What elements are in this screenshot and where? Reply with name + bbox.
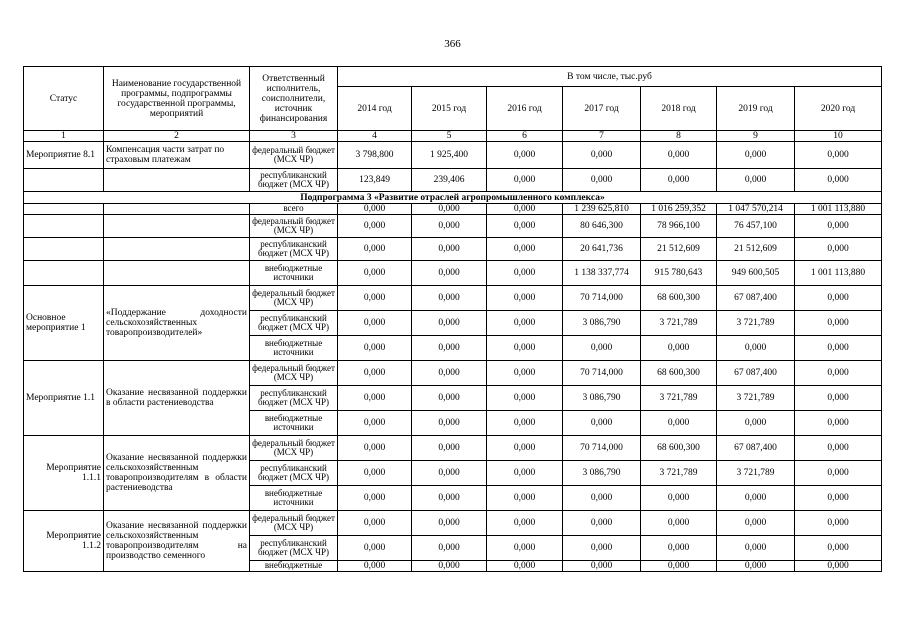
table-row bbox=[24, 67, 882, 87]
header-year: 2015 год bbox=[412, 87, 487, 131]
column-number: 8 bbox=[641, 131, 717, 142]
value-cell: 0,000 bbox=[641, 411, 717, 436]
value-cell: 0,000 bbox=[338, 486, 412, 511]
value-cell: 1 001 113,880 bbox=[795, 204, 882, 215]
value-cell: 0,000 bbox=[487, 311, 563, 336]
row-name: «Поддержание доходности сельскохозяйственных товаропроизводителей» bbox=[104, 286, 250, 361]
row-name: Оказание несвязанной поддержки сельскохозяйственным товаропроизводителям в области растениеводства bbox=[104, 436, 250, 511]
value-cell: 78 966,100 bbox=[641, 215, 717, 238]
value-cell: 0,000 bbox=[641, 486, 717, 511]
source-cell: внебюджетные bbox=[250, 561, 338, 572]
value-cell: 0,000 bbox=[487, 561, 563, 572]
header-status: Статус bbox=[24, 67, 104, 131]
table-cell bbox=[24, 204, 104, 215]
value-cell: 915 780,643 bbox=[641, 261, 717, 286]
value-cell: 0,000 bbox=[795, 386, 882, 411]
row-status: Основное мероприятие 1 bbox=[24, 286, 104, 361]
row-status: Мероприятие 1.1.2 bbox=[24, 511, 104, 572]
value-cell: 0,000 bbox=[717, 169, 795, 192]
value-cell: 0,000 bbox=[563, 486, 641, 511]
value-cell: 0,000 bbox=[487, 486, 563, 511]
value-cell: 0,000 bbox=[795, 411, 882, 436]
value-cell: 0,000 bbox=[563, 169, 641, 192]
value-cell: 0,000 bbox=[641, 142, 717, 169]
value-cell: 0,000 bbox=[412, 536, 487, 561]
value-cell: 0,000 bbox=[563, 336, 641, 361]
source-cell: федеральный бюджет (МСХ ЧР) bbox=[250, 361, 338, 386]
value-cell: 0,000 bbox=[412, 361, 487, 386]
value-cell: 0,000 bbox=[487, 536, 563, 561]
source-cell: федеральный бюджет (МСХ ЧР) bbox=[250, 215, 338, 238]
value-cell: 0,000 bbox=[563, 142, 641, 169]
budget-table bbox=[23, 66, 882, 572]
value-cell: 239,406 bbox=[412, 169, 487, 192]
value-cell: 0,000 bbox=[487, 286, 563, 311]
header-year: 2018 год bbox=[641, 87, 717, 131]
column-number: 7 bbox=[563, 131, 641, 142]
value-cell: 0,000 bbox=[795, 238, 882, 261]
header-group: В том числе, тыс.руб bbox=[338, 67, 882, 87]
table-row bbox=[24, 142, 882, 169]
value-cell: 3 086,790 bbox=[563, 386, 641, 411]
table-row bbox=[24, 192, 882, 204]
source-cell: республиканский бюджет (МСХ ЧР) bbox=[250, 386, 338, 411]
value-cell: 0,000 bbox=[717, 536, 795, 561]
source-cell: федеральный бюджет (МСХ ЧР) bbox=[250, 436, 338, 461]
table-row bbox=[24, 204, 882, 215]
value-cell: 0,000 bbox=[795, 361, 882, 386]
value-cell: 949 600,505 bbox=[717, 261, 795, 286]
value-cell: 0,000 bbox=[412, 261, 487, 286]
source-cell: федеральный бюджет (МСХ ЧР) bbox=[250, 142, 338, 169]
value-cell: 3 721,789 bbox=[717, 311, 795, 336]
source-cell: внебюджетные источники bbox=[250, 336, 338, 361]
source-cell: федеральный бюджет (МСХ ЧР) bbox=[250, 286, 338, 311]
value-cell: 0,000 bbox=[641, 536, 717, 561]
source-cell: республиканский бюджет (МСХ ЧР) bbox=[250, 536, 338, 561]
value-cell: 0,000 bbox=[338, 361, 412, 386]
value-cell: 0,000 bbox=[412, 486, 487, 511]
value-cell: 0,000 bbox=[795, 311, 882, 336]
source-cell: республиканский бюджет (МСХ ЧР) bbox=[250, 461, 338, 486]
value-cell: 0,000 bbox=[795, 536, 882, 561]
value-cell: 67 087,400 bbox=[717, 436, 795, 461]
row-name: Оказание несвязанной поддержки сельскохозяйственным товаропроизводителям на производство семенного bbox=[104, 511, 250, 572]
value-cell: 67 087,400 bbox=[717, 361, 795, 386]
column-number: 1 bbox=[24, 131, 104, 142]
column-number: 9 bbox=[717, 131, 795, 142]
source-cell: республиканский бюджет (МСХ ЧР) bbox=[250, 311, 338, 336]
value-cell: 0,000 bbox=[563, 561, 641, 572]
header-year: 2020 год bbox=[795, 87, 882, 131]
value-cell: 0,000 bbox=[412, 561, 487, 572]
value-cell: 0,000 bbox=[487, 386, 563, 411]
source-cell: внебюджетные источники bbox=[250, 486, 338, 511]
value-cell: 0,000 bbox=[641, 561, 717, 572]
value-cell: 3 721,789 bbox=[641, 311, 717, 336]
value-cell: 0,000 bbox=[338, 511, 412, 536]
value-cell: 0,000 bbox=[412, 461, 487, 486]
value-cell: 0,000 bbox=[641, 511, 717, 536]
table-row bbox=[24, 436, 882, 461]
header-name: Наименование государственной программы, подпрограммы государственной программы, мероприятий bbox=[104, 67, 250, 131]
value-cell: 0,000 bbox=[338, 261, 412, 286]
value-cell: 3 721,789 bbox=[641, 461, 717, 486]
table-cell bbox=[104, 238, 250, 261]
value-cell: 0,000 bbox=[412, 215, 487, 238]
header-year: 2017 год bbox=[563, 87, 641, 131]
value-cell: 0,000 bbox=[487, 142, 563, 169]
page-number: 366 bbox=[444, 38, 461, 50]
table-row bbox=[24, 238, 882, 261]
value-cell: 0,000 bbox=[795, 561, 882, 572]
header-year: 2014 год bbox=[338, 87, 412, 131]
value-cell: 70 714,000 bbox=[563, 286, 641, 311]
table-row bbox=[24, 286, 882, 311]
value-cell: 0,000 bbox=[412, 311, 487, 336]
value-cell: 3 086,790 bbox=[563, 311, 641, 336]
table-cell bbox=[104, 215, 250, 238]
value-cell: 68 600,300 bbox=[641, 361, 717, 386]
value-cell: 0,000 bbox=[338, 215, 412, 238]
value-cell: 1 016 259,352 bbox=[641, 204, 717, 215]
value-cell: 0,000 bbox=[487, 461, 563, 486]
value-cell: 0,000 bbox=[487, 511, 563, 536]
value-cell: 1 925,400 bbox=[412, 142, 487, 169]
table-row bbox=[24, 169, 882, 192]
column-number: 2 bbox=[104, 131, 250, 142]
value-cell: 21 512,609 bbox=[641, 238, 717, 261]
column-number: 6 bbox=[487, 131, 563, 142]
header-year: 2019 год bbox=[717, 87, 795, 131]
value-cell: 1 138 337,774 bbox=[563, 261, 641, 286]
table-cell bbox=[24, 215, 104, 238]
value-cell: 0,000 bbox=[795, 461, 882, 486]
value-cell: 0,000 bbox=[338, 461, 412, 486]
value-cell: 0,000 bbox=[338, 286, 412, 311]
value-cell: 0,000 bbox=[795, 169, 882, 192]
table-cell bbox=[24, 238, 104, 261]
value-cell: 0,000 bbox=[412, 286, 487, 311]
value-cell: 0,000 bbox=[717, 142, 795, 169]
value-cell: 1 239 625,810 bbox=[563, 204, 641, 215]
source-cell: внебюджетные источники bbox=[250, 411, 338, 436]
value-cell: 0,000 bbox=[717, 411, 795, 436]
source-cell: республиканский бюджет (МСХ ЧР) bbox=[250, 238, 338, 261]
table-row bbox=[24, 131, 882, 142]
value-cell: 0,000 bbox=[641, 336, 717, 361]
value-cell: 70 714,000 bbox=[563, 361, 641, 386]
value-cell: 0,000 bbox=[717, 486, 795, 511]
value-cell: 68 600,300 bbox=[641, 286, 717, 311]
header-year: 2016 год bbox=[487, 87, 563, 131]
value-cell: 0,000 bbox=[795, 142, 882, 169]
subprogram-title: Подпрограмма 3 «Развитие отраслей агропромышленного комплекса» bbox=[24, 192, 882, 204]
value-cell: 0,000 bbox=[563, 536, 641, 561]
value-cell: 0,000 bbox=[338, 311, 412, 336]
value-cell: 68 600,300 bbox=[641, 436, 717, 461]
value-cell: 0,000 bbox=[641, 169, 717, 192]
column-number: 3 bbox=[250, 131, 338, 142]
value-cell: 0,000 bbox=[795, 336, 882, 361]
value-cell: 0,000 bbox=[487, 238, 563, 261]
value-cell: 0,000 bbox=[338, 536, 412, 561]
row-status: Мероприятие 8.1 bbox=[24, 142, 104, 169]
value-cell: 0,000 bbox=[412, 386, 487, 411]
value-cell: 0,000 bbox=[338, 204, 412, 215]
row-name: Оказание несвязанной поддержки в области растениеводства bbox=[104, 361, 250, 436]
value-cell: 0,000 bbox=[487, 215, 563, 238]
value-cell: 0,000 bbox=[412, 238, 487, 261]
value-cell: 0,000 bbox=[338, 336, 412, 361]
value-cell: 0,000 bbox=[338, 411, 412, 436]
value-cell: 0,000 bbox=[487, 361, 563, 386]
value-cell: 1 001 113,880 bbox=[795, 261, 882, 286]
table-cell bbox=[24, 261, 104, 286]
value-cell: 0,000 bbox=[717, 561, 795, 572]
value-cell: 0,000 bbox=[338, 386, 412, 411]
table-cell bbox=[24, 169, 104, 192]
value-cell: 3 086,790 bbox=[563, 461, 641, 486]
value-cell: 0,000 bbox=[338, 436, 412, 461]
value-cell: 0,000 bbox=[412, 436, 487, 461]
value-cell: 21 512,609 bbox=[717, 238, 795, 261]
value-cell: 0,000 bbox=[338, 561, 412, 572]
column-number: 5 bbox=[412, 131, 487, 142]
table-row bbox=[24, 361, 882, 386]
value-cell: 3 721,789 bbox=[641, 386, 717, 411]
source-cell: всего bbox=[250, 204, 338, 215]
row-name: Компенсация части затрат по страховым платежам bbox=[104, 142, 250, 169]
value-cell: 0,000 bbox=[563, 511, 641, 536]
value-cell: 0,000 bbox=[338, 238, 412, 261]
value-cell: 0,000 bbox=[487, 204, 563, 215]
table-row bbox=[24, 261, 882, 286]
table-cell bbox=[104, 261, 250, 286]
source-cell: федеральный бюджет (МСХ ЧР) bbox=[250, 511, 338, 536]
value-cell: 123,849 bbox=[338, 169, 412, 192]
value-cell: 0,000 bbox=[717, 336, 795, 361]
row-status: Мероприятие 1.1.1 bbox=[24, 436, 104, 511]
table-row bbox=[24, 511, 882, 536]
source-cell: внебюджетные источники bbox=[250, 261, 338, 286]
value-cell: 80 646,300 bbox=[563, 215, 641, 238]
value-cell: 70 714,000 bbox=[563, 436, 641, 461]
value-cell: 0,000 bbox=[795, 511, 882, 536]
table-cell bbox=[104, 169, 250, 192]
value-cell: 0,000 bbox=[487, 436, 563, 461]
value-cell: 0,000 bbox=[412, 204, 487, 215]
value-cell: 0,000 bbox=[795, 436, 882, 461]
value-cell: 0,000 bbox=[795, 286, 882, 311]
value-cell: 0,000 bbox=[487, 336, 563, 361]
value-cell: 3 721,789 bbox=[717, 386, 795, 411]
header-responsible: Ответственный исполнитель, соисполнители, источник финансирования bbox=[250, 67, 338, 131]
value-cell: 0,000 bbox=[563, 411, 641, 436]
table-row bbox=[24, 215, 882, 238]
table-cell bbox=[104, 204, 250, 215]
value-cell: 0,000 bbox=[795, 215, 882, 238]
source-cell: республиканский бюджет (МСХ ЧР) bbox=[250, 169, 338, 192]
value-cell: 67 087,400 bbox=[717, 286, 795, 311]
column-number: 10 bbox=[795, 131, 882, 142]
row-status: Мероприятие 1.1 bbox=[24, 361, 104, 436]
value-cell: 0,000 bbox=[412, 336, 487, 361]
value-cell: 0,000 bbox=[412, 411, 487, 436]
value-cell: 0,000 bbox=[412, 511, 487, 536]
value-cell: 20 641,736 bbox=[563, 238, 641, 261]
value-cell: 3 721,789 bbox=[717, 461, 795, 486]
value-cell: 76 457,100 bbox=[717, 215, 795, 238]
value-cell: 0,000 bbox=[487, 169, 563, 192]
value-cell: 1 047 570,214 bbox=[717, 204, 795, 215]
value-cell: 3 798,800 bbox=[338, 142, 412, 169]
value-cell: 0,000 bbox=[487, 411, 563, 436]
value-cell: 0,000 bbox=[487, 261, 563, 286]
value-cell: 0,000 bbox=[795, 486, 882, 511]
column-number: 4 bbox=[338, 131, 412, 142]
value-cell: 0,000 bbox=[717, 511, 795, 536]
